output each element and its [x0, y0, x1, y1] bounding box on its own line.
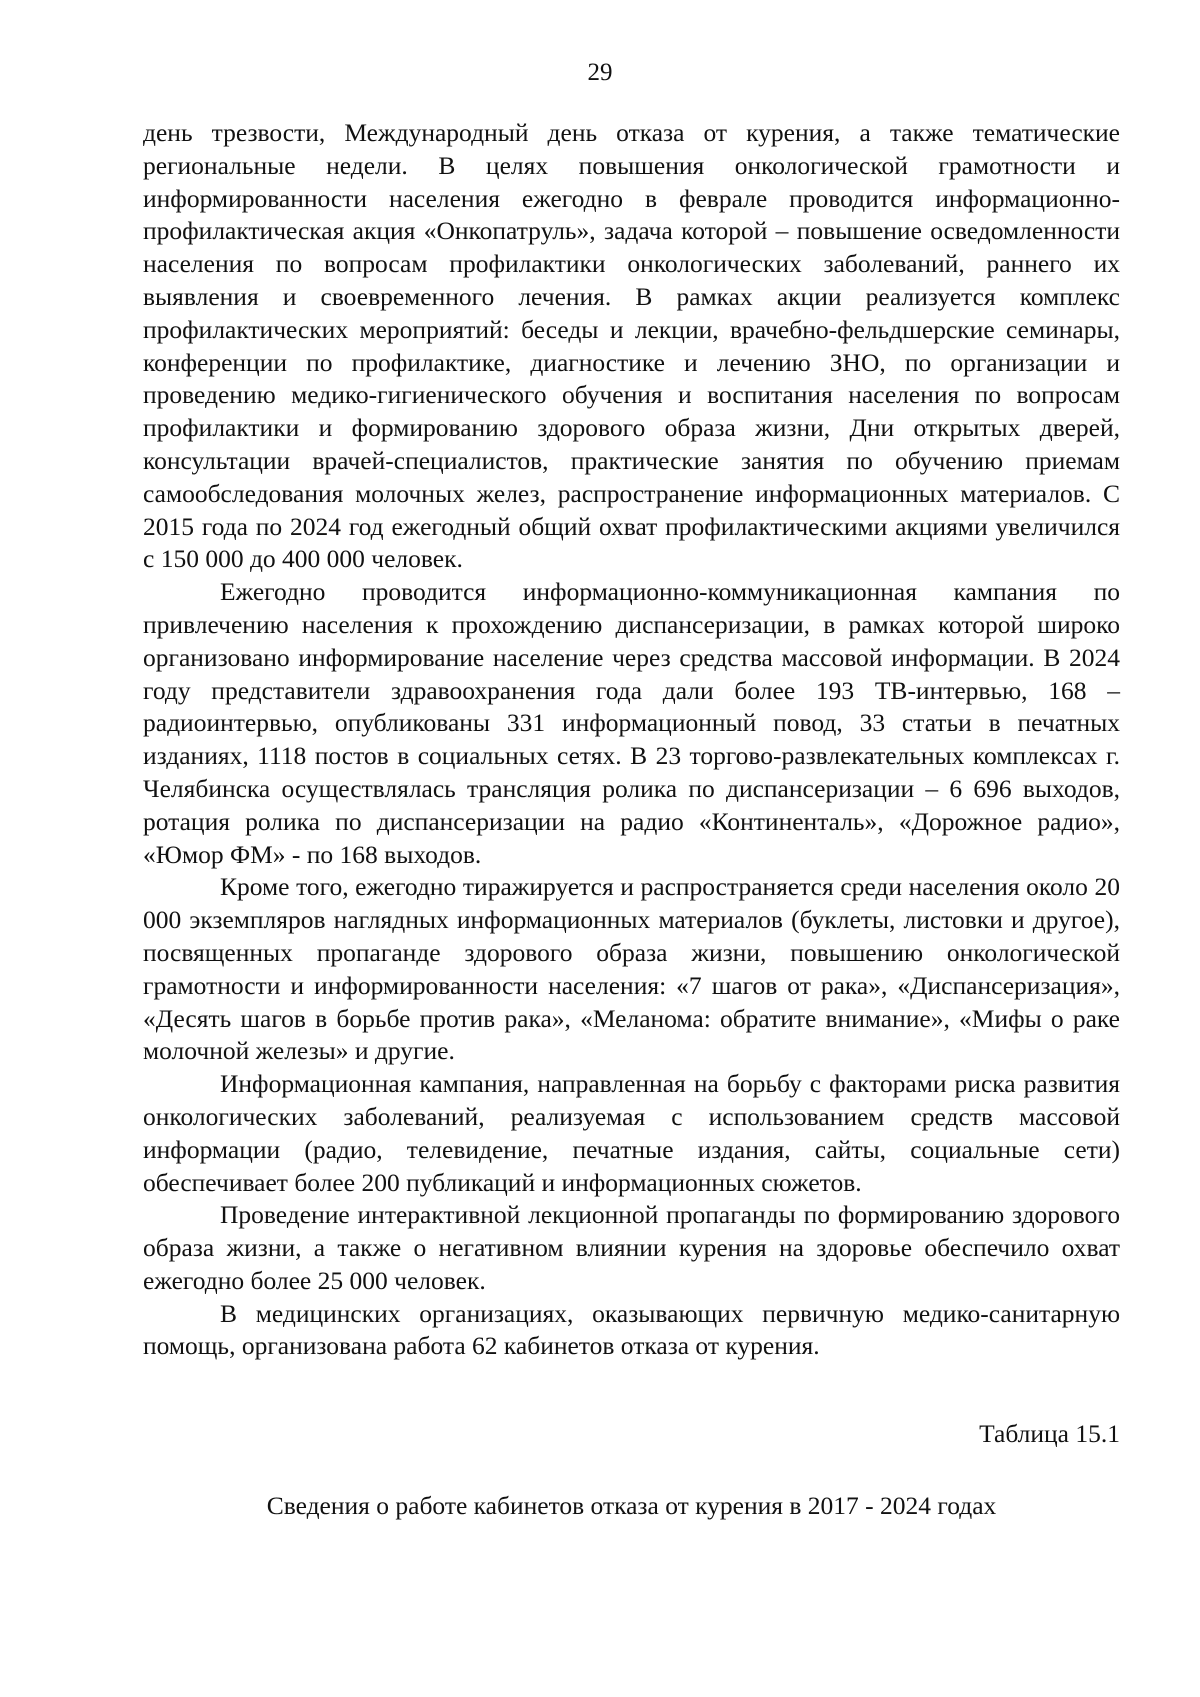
- paragraph-1: день трезвости, Международный день отказа от курения, а также тематические региональные недели. В целях повышения онкологической грамотности и информированности населения ежегодно в феврале проводится информационно-профилактическая акция «Онкопатруль», задача которой – повышение осведомленности населения по вопросам профилактики онкологических заболеваний, раннего их выявления и своевременного лечения. В рамках акции реализуется комплекс профилактических мероприятий: беседы и лекции, врачебно-фельдшерские семинары, конференции по профилактике, диагностике и лечению ЗНО, по организации и проведению медико-гигиенического обучения и воспитания населения по вопросам профилактики и формированию здорового образа жизни, Дни открытых дверей, консультации врачей-специалистов, практические занятия по обучению приемам самообследования молочных желез, распространение информационных материалов. С 2015 года по 2024 год ежегодный общий охват профилактическими акциями увеличился с 150 000 до 400 000 человек.: [143, 118, 1120, 574]
- table-caption: Таблица 15.1: [979, 1419, 1120, 1448]
- table-title: Сведения о работе кабинетов отказа от курения в 2017 - 2024 годах: [266, 1491, 997, 1520]
- paragraph-5: Проведение интерактивной лекционной пропаганды по формированию здорового образа жизни, а также о негативном влиянии курения на здоровье обеспечило охват ежегодно более 25 000 человек.: [143, 1200, 1120, 1295]
- paragraph-6: В медицинских организациях, оказывающих первичную медико-санитарную помощь, организована работа 62 кабинетов отказа от курения.: [143, 1298, 1120, 1361]
- paragraph-4: Информационная кампания, направленная на борьбу с факторами риска развития онкологических заболеваний, реализуемая с использованием средств массовой информации (радио, телевидение, печатные издания, сайты, социальные сети) обеспечивает более 200 публикаций и информационных сюжетов.: [143, 1069, 1120, 1197]
- paragraph-3: Кроме того, ежегодно тиражируется и распространяется среди населения около 20 000 экземпляров наглядных информационных материалов (буклеты, листовки и другое), посвященных пропаганде здорового образа жизни, повышению онкологической грамотности и информированности населения: «7 шагов от рака», «Диспансеризация», «Десять шагов в борьбе против рака», «Меланома: обратите внимание», «Мифы о раке молочной железы» и другие.: [143, 872, 1120, 1066]
- body-text: [143, 117, 1120, 1363]
- paragraph-2: Ежегодно проводится информационно-коммуникационная кампания по привлечению населения к прохождению диспансеризации, в рамках которой широко организовано информирование население через средства массовой информации. В 2024 году представители здравоохранения года дали более 193 ТВ-интервью, 168 – радиоинтервью, опубликованы 331 информационный повод, 33 статьи в печатных изданиях, 1118 постов в социальных сетях. В 23 торгово-развлекательных комплексах г. Челябинска осуществлялась трансляция ролика по диспансеризации – 6 696 выходов, ротация ролика по диспансеризации на радио «Континенталь», «Дорожное радио», «Юмор ФМ» - по 168 выходов.: [143, 577, 1120, 869]
- page-number: 29: [587, 59, 613, 86]
